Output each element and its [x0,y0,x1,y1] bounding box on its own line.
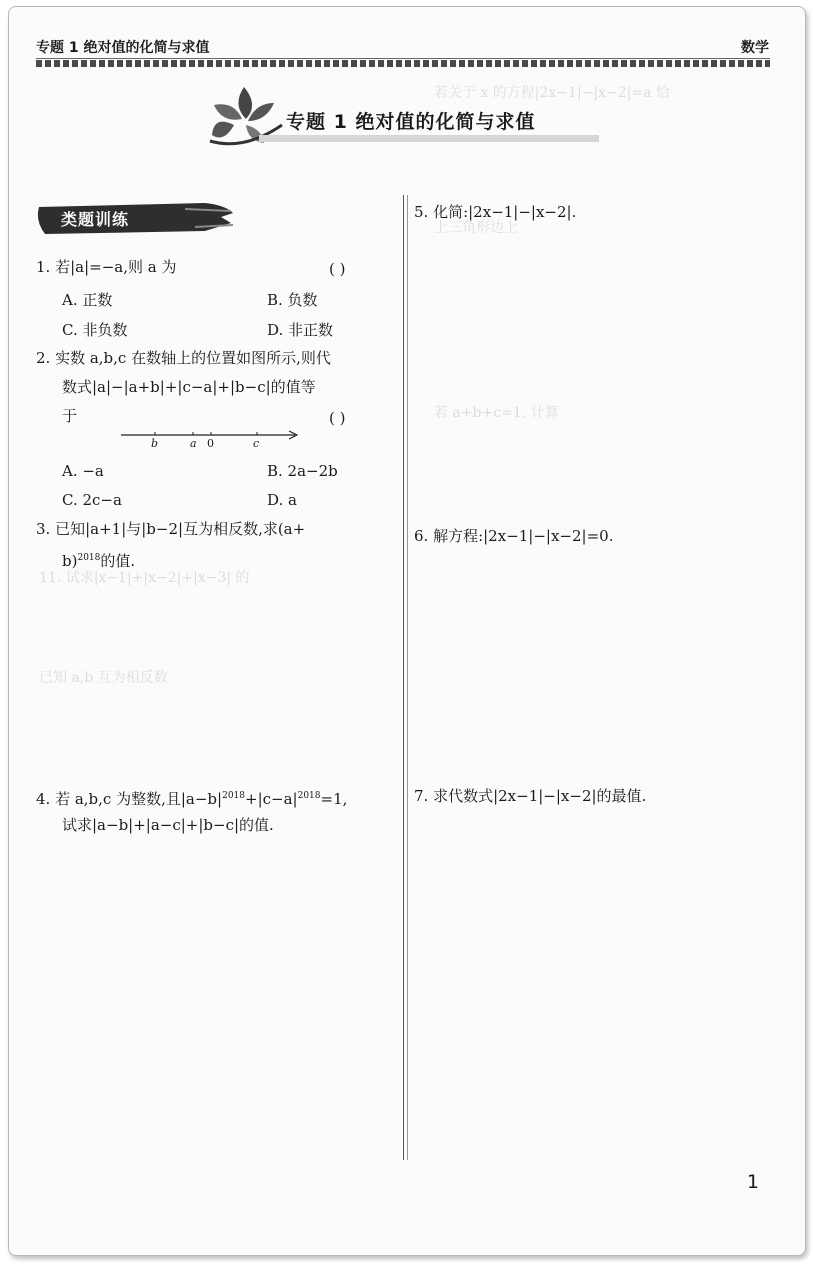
option-a: A. −a [62,462,104,480]
q3-exponent: 2018 [77,553,101,563]
header-rule [36,58,770,59]
question-4-line-2: 试求|a−b|+|a−c|+|b−c|的值. [62,816,274,834]
q3-text: b) [62,552,78,570]
question-2-line-2: 数式|a|−|a+b|+|c−a|+|b−c|的值等 [62,378,316,396]
q4-exponent: 2018 [297,791,321,801]
option-c: C. 2c−a [62,491,122,509]
page [8,6,806,1256]
answer-bracket: ( ) [329,260,346,278]
page-number: 1 [746,1171,759,1193]
q4-text: =1, [320,790,348,808]
axis-label-b: b [151,437,159,450]
option-b: B. 2a−2b [267,462,338,480]
header-topic: 专题 1 绝对值的化简与求值 [36,40,210,56]
header-subject: 数学 [741,40,769,56]
bleed-through-text: 已知 a,b 互为相反数 [39,670,168,686]
bleed-through-text: 11. 试求|x−1|+|x−2|+|x−3| 的 [39,570,250,586]
option-b: B. 负数 [267,291,318,309]
section-title: 类题训练 [61,210,130,229]
question-7: 7. 求代数式|2x−1|−|x−2|的最值. [414,787,647,805]
question-2-line-1: 2. 实数 a,b,c 在数轴上的位置如图所示,则代 [36,349,331,367]
axis-label-c: c [253,437,260,450]
q3-text: 的值. [100,552,136,570]
question-3-line-2 [62,544,135,576]
question-5: 5. 化简:|2x−1|−|x−2|. [414,203,577,221]
column-divider-shadow [407,195,408,1160]
q4-exponent: 2018 [222,791,245,801]
option-c: C. 非负数 [62,321,128,339]
question-3-line-1: 3. 已知|a+1|与|b−2|互为相反数,求(a+ [36,520,306,538]
axis-label-a: a [190,437,197,450]
question-6: 6. 解方程:|2x−1|−|x−2|=0. [414,527,614,545]
question-2-line-3: 于 [62,407,78,425]
q4-text: +|c−a| [245,790,298,808]
option-a: A. 正数 [62,291,113,309]
option-d: D. 非正数 [267,321,334,339]
question-1-stem: 1. 若|a|=−a,则 a 为 [36,258,177,276]
page-title: 专题 1 绝对值的化简与求值 [286,111,536,133]
bleed-through-text: 若 a+b+c=1, 计算 [434,405,559,421]
column-divider [403,195,404,1160]
axis-label-zero: 0 [207,437,214,450]
q4-text: 4. 若 a,b,c 为整数,且|a−b| [36,790,223,808]
header-dashed-bar [36,60,770,67]
bleed-through-text: 若关于 x 的方程|2x−1|−|x−2|=a 恰 [434,85,670,101]
bleed-through-text: 上三角形边上 [434,220,518,236]
title-underline-band [259,135,599,142]
question-4-line-1 [36,782,347,814]
option-d: D. a [267,491,297,509]
answer-bracket: ( ) [329,409,346,427]
